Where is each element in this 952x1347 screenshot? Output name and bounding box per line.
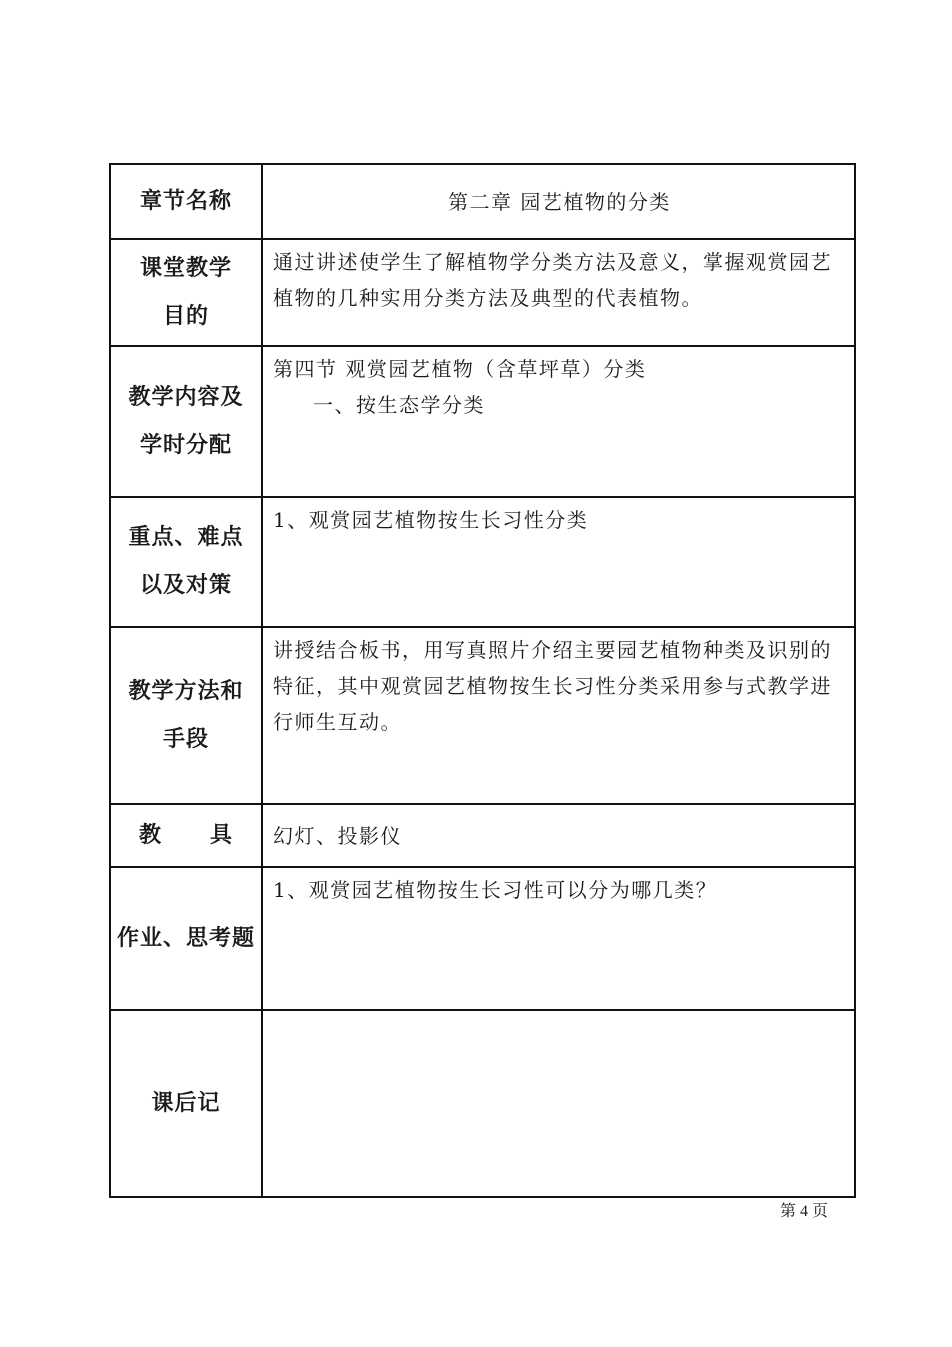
objective-label-line1: 课堂教学 (139, 255, 232, 281)
content-allocation-label (110, 346, 262, 497)
tools-label-part1: 教 (138, 822, 162, 848)
homework-label: 作业、思考题 (110, 867, 262, 1010)
tools-label-part2: 具 (210, 822, 234, 848)
key-points-content: 1、观赏园艺植物按生长习性分类 (262, 497, 855, 627)
row-objective (110, 239, 855, 346)
methods-label-line2: 手段 (162, 726, 209, 752)
objective-content: 通过讲述使学生了解植物学分类方法及意义，掌握观赏园艺植物的几种实用分类方法及典型的代表植物。 (262, 239, 855, 346)
objective-label (110, 239, 262, 346)
methods-label-line1: 教学方法和 (128, 678, 244, 704)
row-homework (110, 867, 855, 1010)
page-number: 第 4 页 (780, 1203, 829, 1220)
row-reflection (110, 1010, 855, 1197)
row-tools (110, 804, 855, 867)
content-allocation-line2: 一、按生态学分类 (313, 393, 485, 417)
chapter-content: 第二章 园艺植物的分类 (262, 164, 855, 239)
key-points-label-line2: 以及对策 (139, 573, 232, 598)
content-allocation-content (262, 346, 855, 497)
row-content-allocation (110, 346, 855, 497)
tools-content: 幻灯、投影仪 (262, 804, 855, 867)
chapter-label: 章节名称 (110, 164, 262, 239)
tools-label (110, 804, 262, 867)
lesson-plan-table (109, 163, 856, 1198)
reflection-label: 课后记 (110, 1010, 262, 1197)
content-allocation-label-line1: 教学内容及 (128, 384, 244, 410)
objective-label-line2: 目的 (162, 303, 209, 329)
row-methods (110, 627, 855, 804)
key-points-label-line1: 重点、难点 (128, 525, 244, 550)
content-allocation-line1: 第四节 观赏园艺植物（含草坪草）分类 (273, 357, 647, 381)
key-points-label (110, 497, 262, 627)
reflection-content (262, 1010, 855, 1197)
row-key-points (110, 497, 855, 627)
content-allocation-label-line2: 学时分配 (139, 432, 232, 458)
methods-label (110, 627, 262, 804)
methods-content: 讲授结合板书，用写真照片介绍主要园艺植物种类及识别的特征，其中观赏园艺植物按生长习性分类采用参与式教学进行师生互动。 (262, 627, 855, 804)
row-chapter (110, 164, 855, 239)
homework-content: 1、观赏园艺植物按生长习性可以分为哪几类？ (262, 867, 855, 1010)
